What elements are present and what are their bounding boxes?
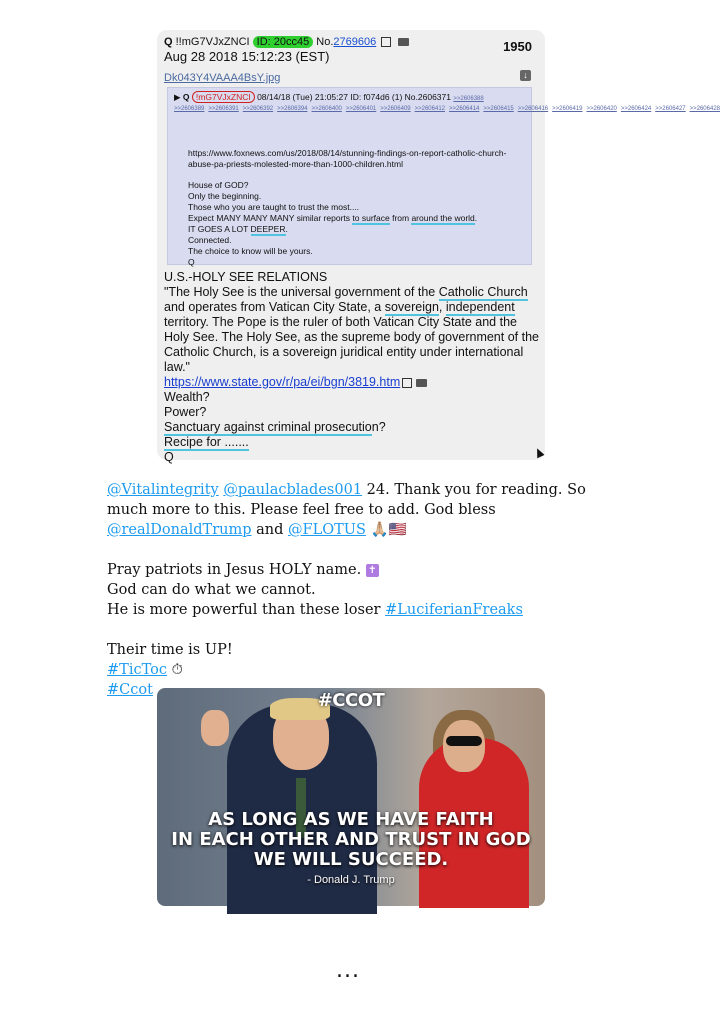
quoted-line: Expect MANY MANY MANY similar reports to surface from around the world.: [188, 213, 478, 223]
reply-ref-link[interactable]: >>2606414: [449, 106, 480, 112]
post-line: Wealth?: [164, 390, 210, 404]
quoted-post-body: [188, 148, 523, 268]
quoted-tripcode: !mG7VJxZNCI: [192, 91, 255, 103]
tweet-paragraph: @Vitalintegrity @paulacblades001 24. Thank you for reading. So much more to this. Please feel free to add. God bless @realDonaldTrump and @FLOTUS 🙏🏼🇺🇸: [107, 482, 586, 538]
download-icon[interactable]: ↓: [520, 70, 531, 81]
mention-link[interactable]: @realDonaldTrump: [107, 522, 252, 538]
external-link-icon[interactable]: [381, 37, 391, 47]
quoted-url: https://www.foxnews.com/us/2018/08/14/stunning-findings-on-report-catholic-church-abuse-pa-priests-molested-more-than-1000-children.html: [188, 148, 507, 169]
quoted-line: Q: [188, 257, 195, 267]
image-attribution: - Donald J. Trump: [307, 874, 395, 886]
post-line: Recipe for .......: [164, 435, 249, 449]
tweet-line: He is more powerful than these loser #LuciferianFreaks: [107, 602, 523, 618]
tweet-line: [107, 660, 627, 680]
reply-refs: [174, 104, 720, 115]
mention-link[interactable]: @paulacblades001: [223, 482, 363, 498]
state-gov-link[interactable]: https://www.state.gov/r/pa/ei/bgn/3819.htm: [164, 375, 401, 389]
reply-ref-link[interactable]: >>2606389: [174, 106, 205, 112]
folder-icon[interactable]: [398, 38, 409, 46]
reply-ref-link[interactable]: >>2606415: [483, 106, 514, 112]
quoted-meta: 08/14/18 (Tue) 21:05:27 ID: f074d6 (1) No.2606371: [257, 92, 451, 102]
more-ellipsis-icon[interactable]: ...: [336, 958, 360, 983]
tweet-line: Pray patriots in Jesus HOLY name. ✝: [107, 560, 627, 580]
reply-ref-link[interactable]: >>2606427: [655, 106, 686, 112]
cross-icon: ✝: [366, 564, 379, 577]
post-heading: U.S.-HOLY SEE RELATIONS: [164, 270, 328, 284]
q-label: Q: [164, 36, 173, 48]
expand-arrow-icon[interactable]: ▶: [174, 92, 181, 102]
post-link-row: [164, 375, 539, 390]
tweet-line: God can do what we cannot.: [107, 582, 316, 598]
waving-hand: [201, 710, 229, 746]
hashtag-link[interactable]: #Ccot: [107, 682, 153, 698]
image-quote: AS LONG AS WE HAVE FAITH IN EACH OTHER AND TRUST IN GOD WE WILL SUCCEED.: [171, 809, 531, 870]
reply-ref-link[interactable]: >>2606419: [552, 106, 583, 112]
reply-ref-link[interactable]: >>2606424: [620, 106, 652, 112]
quoted-line: Only the beginning.: [188, 191, 262, 201]
mention-link[interactable]: @Vitalintegrity: [107, 482, 219, 498]
quoted-post-header: [174, 92, 484, 103]
stopwatch-icon: ⏱: [166, 662, 183, 678]
q-post-body: [164, 270, 539, 465]
q-no-label: No.: [316, 36, 334, 48]
post-paragraph: "The Holy See is the universal government of the Catholic Church and operates from Vatican City State, a sovereign, independent territory. The Pope is the ruler of both Vatican City State and the Holy See. The Holy See, as the supreme body of government of the Catholic Church, is a sovereign juridical entity under international law.": [164, 285, 539, 374]
quoted-line: Those who you are taught to trust the most....: [188, 202, 360, 212]
reply-ref-link[interactable]: >>2606391: [208, 106, 239, 112]
reply-ref-link[interactable]: >>2606420: [586, 106, 617, 112]
quoted-line: The choice to know will be yours.: [188, 246, 313, 256]
image-hashtag: #CCOT: [317, 690, 385, 711]
quoted-line: House of GOD?: [188, 180, 249, 190]
post-line: Sanctuary against criminal prosecution?: [164, 420, 386, 434]
q-post-header: [164, 36, 409, 48]
folder-icon[interactable]: [416, 379, 427, 387]
post-line: Power?: [164, 405, 207, 419]
external-link-icon[interactable]: [402, 378, 412, 388]
tweet-image[interactable]: [157, 688, 545, 906]
hashtag-link[interactable]: #TicToc: [107, 662, 167, 678]
quoted-line: IT GOES A LOT DEEPER.: [188, 224, 288, 234]
q-tripcode: !!mG7VJxZNCI: [175, 36, 250, 48]
praying-flag-emoji: 🙏🏼🇺🇸: [365, 522, 407, 538]
quoted-q-label: Q: [182, 92, 190, 102]
q-post-date: Aug 28 2018 15:12:23 (EST): [164, 49, 330, 64]
tweet-line: Their time is UP!: [107, 642, 233, 658]
q-post-count: 1950: [503, 39, 532, 54]
post-signature: Q: [164, 450, 174, 464]
reply-ref-link[interactable]: >>2606412: [414, 106, 445, 112]
quoted-first-ref[interactable]: >>2606388: [453, 96, 484, 102]
reply-ref-link[interactable]: >>2606428: [689, 106, 720, 112]
woman-face: [443, 720, 485, 772]
q-id-badge: ID: 20cc45: [253, 36, 314, 48]
q-post-card: [157, 30, 720, 464]
q-attachment-filename[interactable]: Dk043Y4VAAA4BsY.jpg: [164, 72, 281, 84]
reply-ref-link[interactable]: >>2606394: [277, 106, 308, 112]
hashtag-link[interactable]: #LuciferianFreaks: [385, 602, 523, 618]
reply-ref-link[interactable]: >>2606392: [242, 106, 274, 112]
q-post-number-link[interactable]: 2769606: [333, 36, 377, 48]
quoted-post: [167, 87, 720, 267]
quoted-line: Connected.: [188, 235, 232, 245]
reply-ref-link[interactable]: >>2606416: [517, 106, 549, 112]
reply-ref-link[interactable]: >>2606400: [311, 106, 342, 112]
reply-ref-link[interactable]: >>2606409: [380, 106, 411, 112]
tweet-text: [107, 480, 627, 700]
reply-ref-link[interactable]: >>2606401: [345, 106, 377, 112]
mention-link[interactable]: @FLOTUS: [288, 522, 366, 538]
sunglasses-shape: [446, 736, 482, 746]
